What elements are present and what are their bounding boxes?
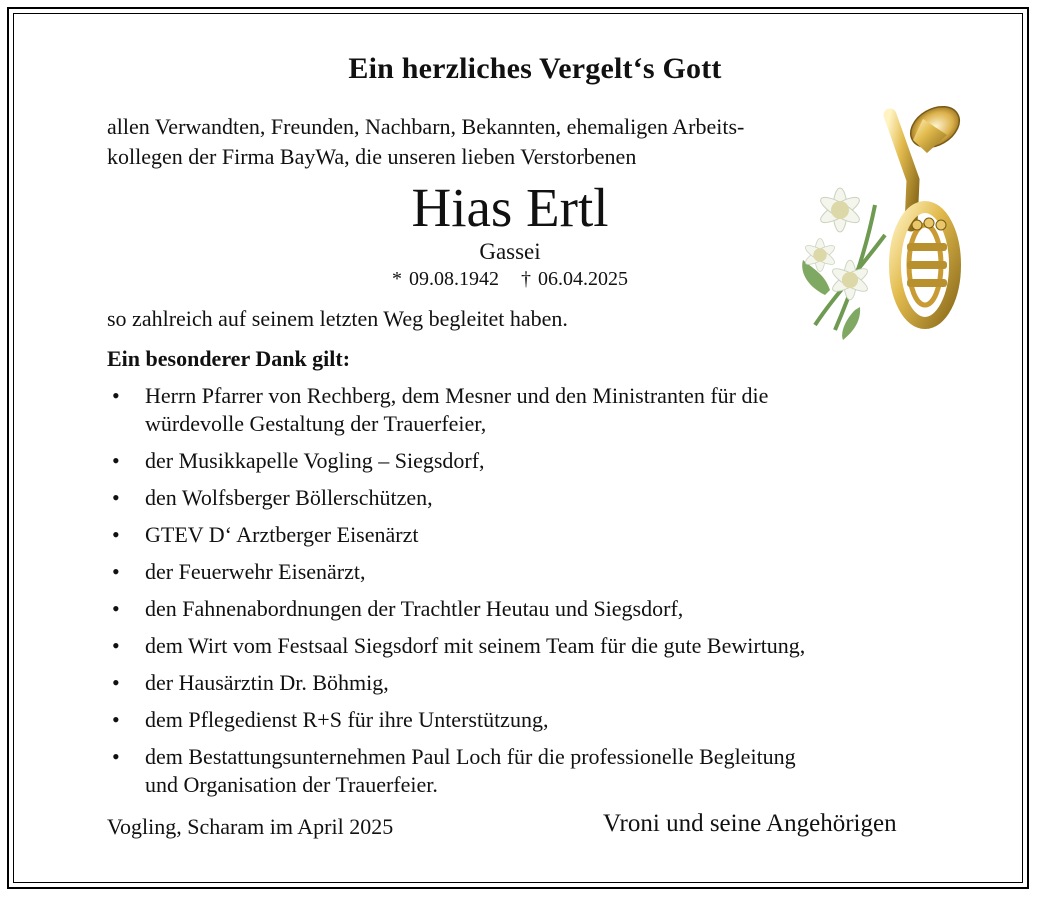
tenor-horn-edelweiss-illustration — [795, 95, 970, 340]
thanks-list — [107, 382, 927, 799]
birth-date: * 09.08.1942 — [392, 268, 499, 290]
intro-text — [107, 112, 867, 172]
thanks-item — [107, 558, 927, 586]
thanks-item-line: • der Hausärztin Dr. Böhmig, — [145, 670, 389, 695]
thanks-item-line: • dem Pflegedienst R+S für ihre Unterstützung, — [145, 707, 549, 732]
deceased-name: Hias Ertl — [411, 177, 609, 238]
thanks-item — [107, 743, 927, 799]
thanks-heading: Ein besonderer Dank gilt: — [107, 346, 351, 371]
thanks-item — [107, 632, 927, 660]
place-date: Vogling, Scharam im April 2025 — [107, 814, 394, 839]
thanks-item — [107, 706, 927, 734]
thanks-item — [107, 447, 927, 475]
thanks-item — [107, 521, 927, 549]
thanks-item — [107, 669, 927, 697]
thanks-item-line: • GTEV D‘ Arztberger Eisenärzt — [145, 522, 419, 547]
thanks-item-line: würdevolle Gestaltung der Trauerfeier, — [145, 411, 487, 436]
thanks-item-line: • der Musikkapelle Vogling – Siegsdorf, — [145, 448, 485, 473]
thanks-item-line: • den Wolfsberger Böllerschützen, — [145, 485, 433, 510]
deceased-nickname: Gassei — [479, 239, 541, 264]
death-date: † 06.04.2025 — [521, 268, 628, 290]
thanks-item — [107, 484, 927, 512]
thanks-item-line: und Organisation der Trauerfeier. — [145, 772, 438, 797]
notice-title: Ein herzliches Vergelt‘s Gott — [348, 52, 722, 85]
thanks-item-line: • der Feuerwehr Eisenärzt, — [145, 559, 366, 584]
thanks-item-line: • Herrn Pfarrer von Rechberg, dem Mesner und den Ministranten für die — [145, 383, 769, 408]
thanks-item-line: • dem Bestattungsunternehmen Paul Loch für die professionelle Begleitung — [145, 744, 796, 769]
signature: Vroni und seine Angehörigen — [603, 810, 897, 837]
thanks-item — [107, 382, 927, 438]
intro-line: kollegen der Firma BayWa, die unseren lieben Verstorbenen — [107, 144, 637, 169]
thanks-item-line: • dem Wirt vom Festsaal Siegsdorf mit seinem Team für die gute Bewirtung, — [145, 633, 806, 658]
closing-text: so zahlreich auf seinem letzten Weg begleitet haben. — [107, 306, 568, 331]
intro-line: allen Verwandten, Freunden, Nachbarn, Bekannten, ehemaligen Arbeits- — [107, 114, 745, 139]
edelweiss-icon — [802, 188, 885, 340]
life-dates — [330, 268, 690, 291]
thanks-item-line: • den Fahnenabordnungen der Trachtler Heutau und Siegsdorf, — [145, 596, 684, 621]
tenor-horn-icon — [890, 98, 967, 323]
thanks-item — [107, 595, 927, 623]
